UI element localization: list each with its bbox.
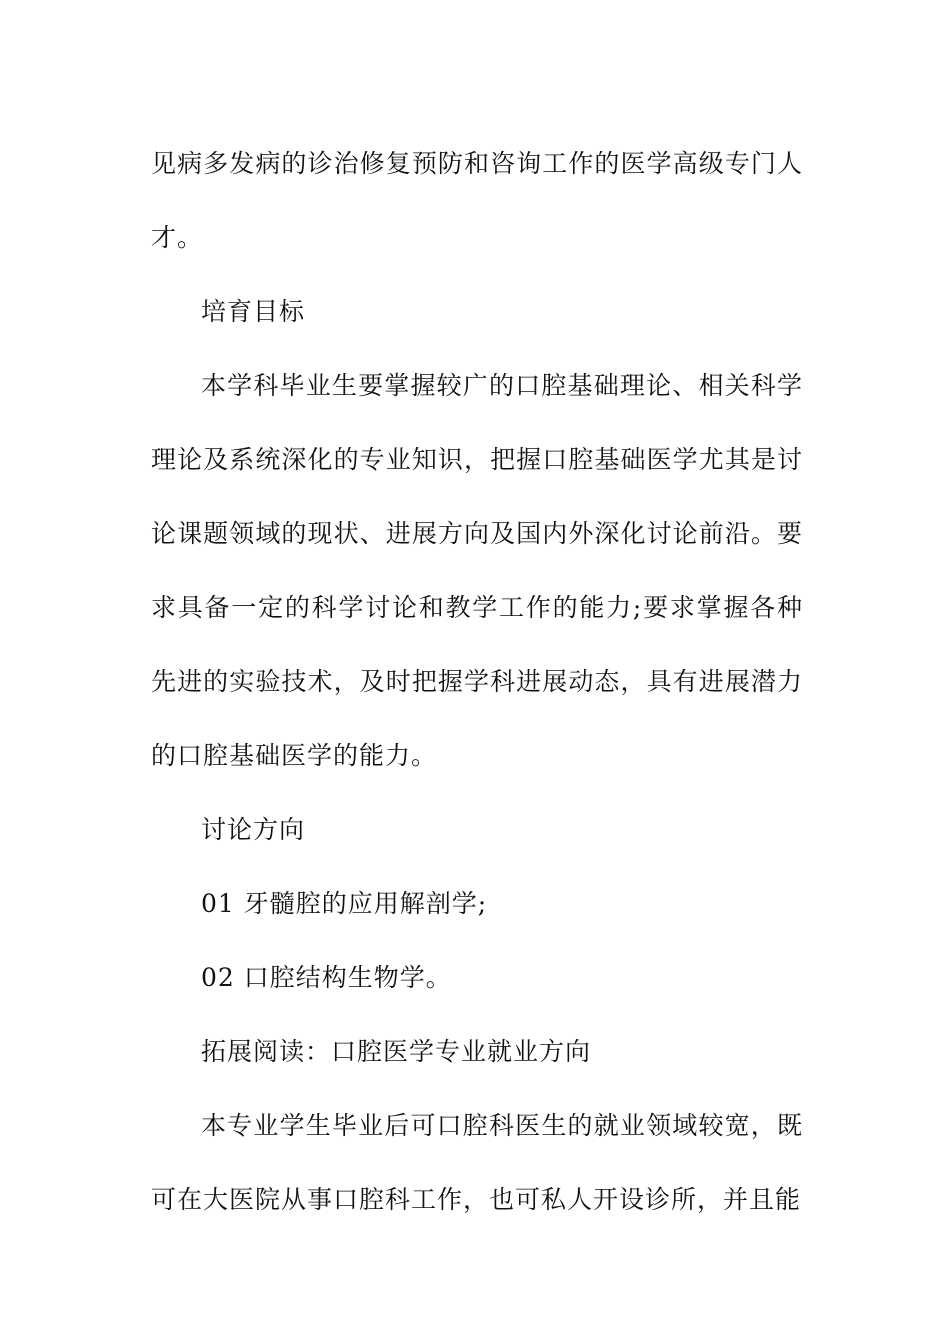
research-direction-item: 01 牙髓腔的应用解剖学; <box>201 889 488 918</box>
section-heading-extended-reading: 拓展阅读：口腔医学专业就业方向 <box>201 1037 592 1066</box>
section-heading-research-direction: 讨论方向 <box>201 815 306 844</box>
research-direction-item: 02 口腔结构生物学。 <box>201 963 452 992</box>
document-body <box>151 127 803 1237</box>
paragraph-training-goal: 本学科毕业生要掌握较广的口腔基础理论、相关科学理论及系统深化的专业知识，把握口腔基础医学尤其是讨论课题领域的现状、进展方向及国内外深化讨论前沿。要求具备一定的科学讨论和教学工作的能力;要求掌握各种先进的实验技术，及时把握学科进展动态，具有进展潜力的口腔基础医学的能力。 <box>151 371 803 770</box>
paragraph-continuation: 见病多发病的诊治修复预防和咨询工作的医学高级专门人才。 <box>151 149 803 252</box>
section-heading-training-goal: 培育目标 <box>201 297 306 326</box>
paragraph-employment: 本专业学生毕业后可口腔科医生的就业领域较宽，既可在大医院从事口腔科工作，也可私人开设诊所，并且能 <box>151 1111 803 1214</box>
